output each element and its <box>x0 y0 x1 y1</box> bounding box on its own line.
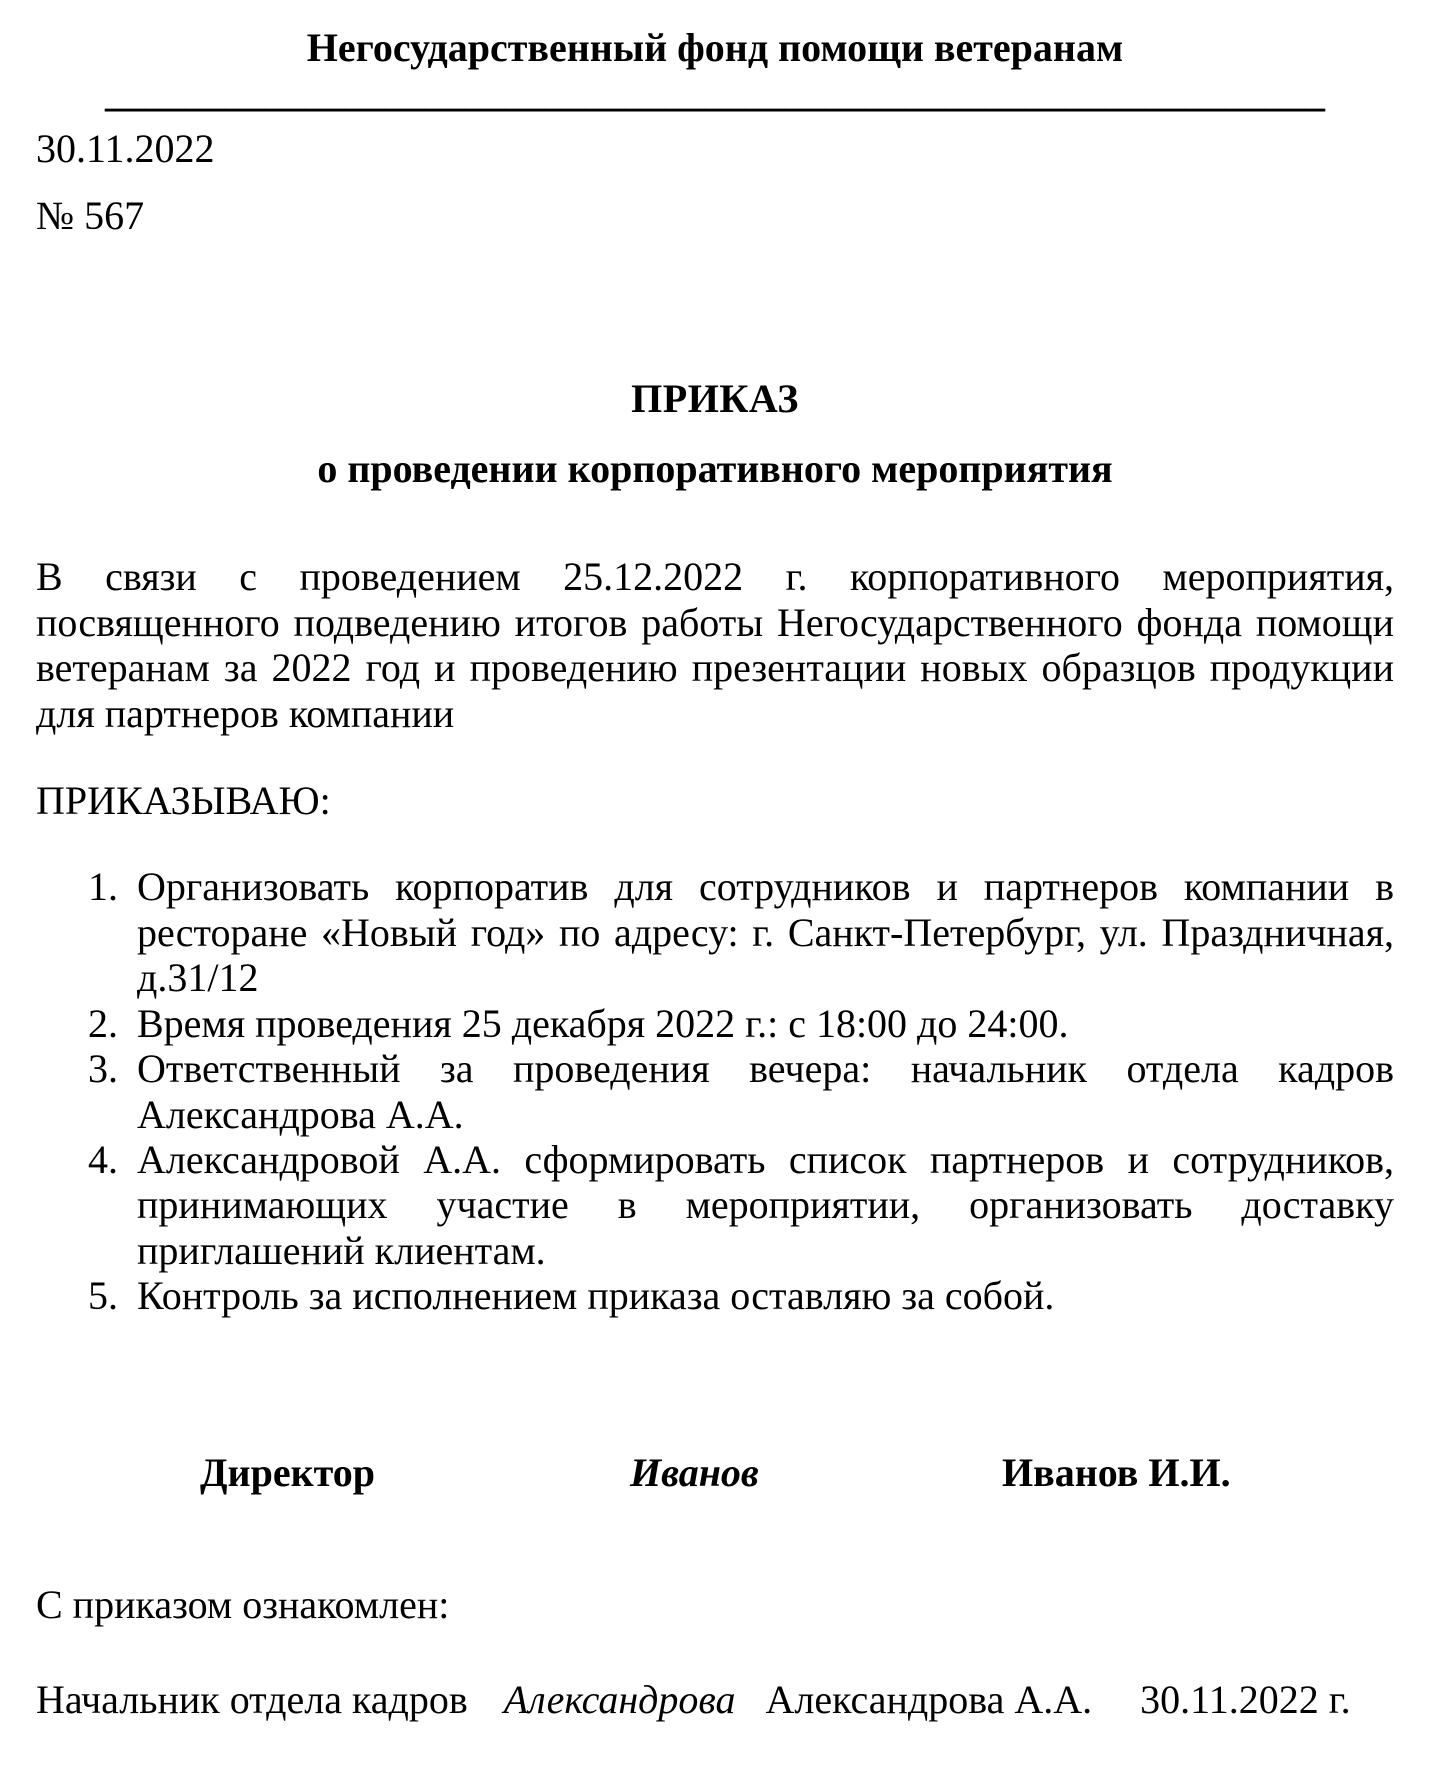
preamble-paragraph: В связи с проведением 25.12.2022 г. корпоративного мероприятия, посвященного подведению итогов работы Негосударственного фонда помощи ветеранам за 2022 год и проведению презентации новых образцов продукции для партнеров компании <box>36 554 1394 736</box>
order-item <box>88 1046 1394 1137</box>
order-item <box>88 1001 1394 1046</box>
acknowledgement-full-name: Александрова А.А. <box>765 1676 1093 1722</box>
order-item-number: 1. <box>88 864 118 910</box>
acknowledgement-label: С приказом ознакомлен: <box>36 1581 450 1627</box>
order-item-number: 2. <box>88 1000 118 1046</box>
signature-handwritten: Иванов <box>630 1449 759 1495</box>
order-item-text: Александровой А.А. сформировать список партнеров и сотрудников, принимающих участие в мероприятии, организовать доставку приглашений клиентам. <box>137 1136 1394 1273</box>
order-item-number: 4. <box>88 1136 118 1182</box>
order-item <box>88 864 1394 1000</box>
org-name: Негосударственный фонд помощи ветеранам <box>306 25 1124 70</box>
doc-date: 30.11.2022 <box>36 125 215 171</box>
order-item-text: Контроль за исполнением приказа оставляю за собой. <box>137 1273 1055 1319</box>
order-item-number: 5. <box>88 1273 118 1319</box>
acknowledgement-position: Начальник отдела кадров <box>36 1676 468 1722</box>
doc-subtitle: о проведении корпоративного мероприятия <box>317 446 1113 492</box>
order-item-text: Организовать корпоратив для сотрудников и партнеров компании в ресторане «Новый год» по адресу: г. Санкт-Петербург, ул. Праздничная, д.31/12 <box>137 864 1394 1001</box>
divider-line: _____________________________________________________________ <box>105 70 1325 116</box>
doc-title: ПРИКАЗ <box>631 375 799 421</box>
signature-row <box>36 1450 1394 1496</box>
order-item <box>88 1273 1394 1318</box>
order-item <box>88 1137 1394 1273</box>
order-word: ПРИКАЗЫВАЮ: <box>36 778 331 824</box>
order-list <box>36 864 1394 1318</box>
signature-full-name: Иванов И.И. <box>1002 1449 1231 1495</box>
order-item-text: Ответственный за проведения вечера: начальник отдела кадров Александрова А.А. <box>137 1046 1394 1137</box>
signature-position: Директор <box>200 1449 375 1495</box>
acknowledgement-date: 30.11.2022 г. <box>1140 1676 1351 1722</box>
acknowledgement-handwritten: Александрова <box>503 1676 736 1722</box>
order-item-number: 3. <box>88 1046 118 1092</box>
order-item-text: Время проведения 25 декабря 2022 г.: с 18:00 до 24:00. <box>137 1000 1069 1046</box>
acknowledgement-row <box>36 1677 1394 1722</box>
doc-number: № 567 <box>36 193 145 239</box>
